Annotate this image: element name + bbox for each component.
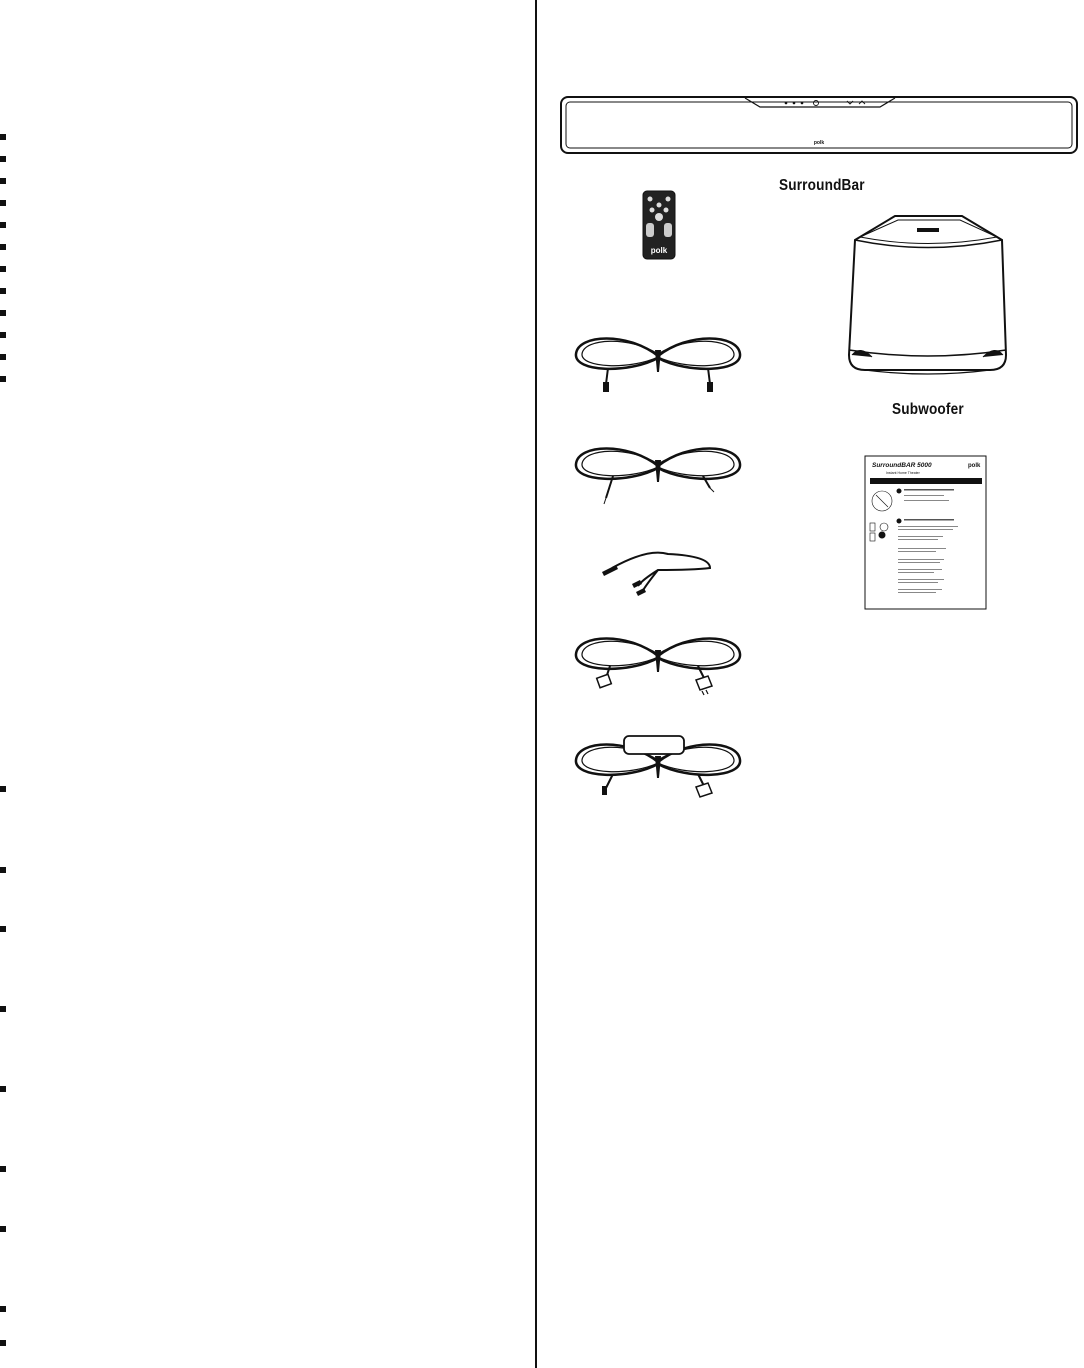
guide-subtitle: Instant Home Theater bbox=[886, 471, 920, 475]
list-bullet bbox=[0, 867, 6, 873]
soundbar-logo: polk bbox=[813, 140, 825, 146]
remote-logo: polk bbox=[650, 246, 668, 255]
soundbar-illustration bbox=[560, 95, 1080, 157]
list-bullet bbox=[0, 926, 6, 932]
list-bullet bbox=[0, 786, 6, 792]
subwoofer-illustration bbox=[840, 210, 1015, 385]
column-divider bbox=[535, 0, 537, 1368]
list-bullet bbox=[0, 1166, 6, 1172]
list-bullet bbox=[0, 266, 6, 272]
list-bullet bbox=[0, 178, 6, 184]
list-bullet bbox=[0, 1306, 6, 1312]
list-bullet bbox=[0, 156, 6, 162]
list-bullet bbox=[0, 244, 6, 250]
list-bullet bbox=[0, 354, 6, 360]
list-bullet bbox=[0, 376, 6, 382]
guide-title: SurroundBAR 5000 bbox=[872, 462, 932, 469]
list-bullet bbox=[0, 200, 6, 206]
list-bullet bbox=[0, 1340, 6, 1346]
list-bullet bbox=[0, 310, 6, 316]
power-cord-illustration bbox=[568, 630, 748, 696]
quick-start-guide-illustration bbox=[864, 455, 988, 611]
list-bullet bbox=[0, 288, 6, 294]
power-adapter-illustration bbox=[568, 730, 748, 802]
subwoofer-label: Subwoofer bbox=[892, 401, 964, 418]
remote-control-illustration bbox=[642, 190, 676, 260]
optical-cable-illustration bbox=[568, 330, 748, 396]
rca-cable-illustration bbox=[598, 540, 718, 598]
list-bullet bbox=[0, 134, 6, 140]
list-bullet bbox=[0, 1006, 6, 1012]
list-bullet bbox=[0, 1226, 6, 1232]
guide-logo: polk bbox=[968, 463, 981, 469]
list-bullet bbox=[0, 222, 6, 228]
list-bullet bbox=[0, 1086, 6, 1092]
audio-cable-illustration bbox=[568, 440, 748, 506]
soundbar-label: SurroundBar bbox=[779, 177, 865, 194]
list-bullet bbox=[0, 332, 6, 338]
